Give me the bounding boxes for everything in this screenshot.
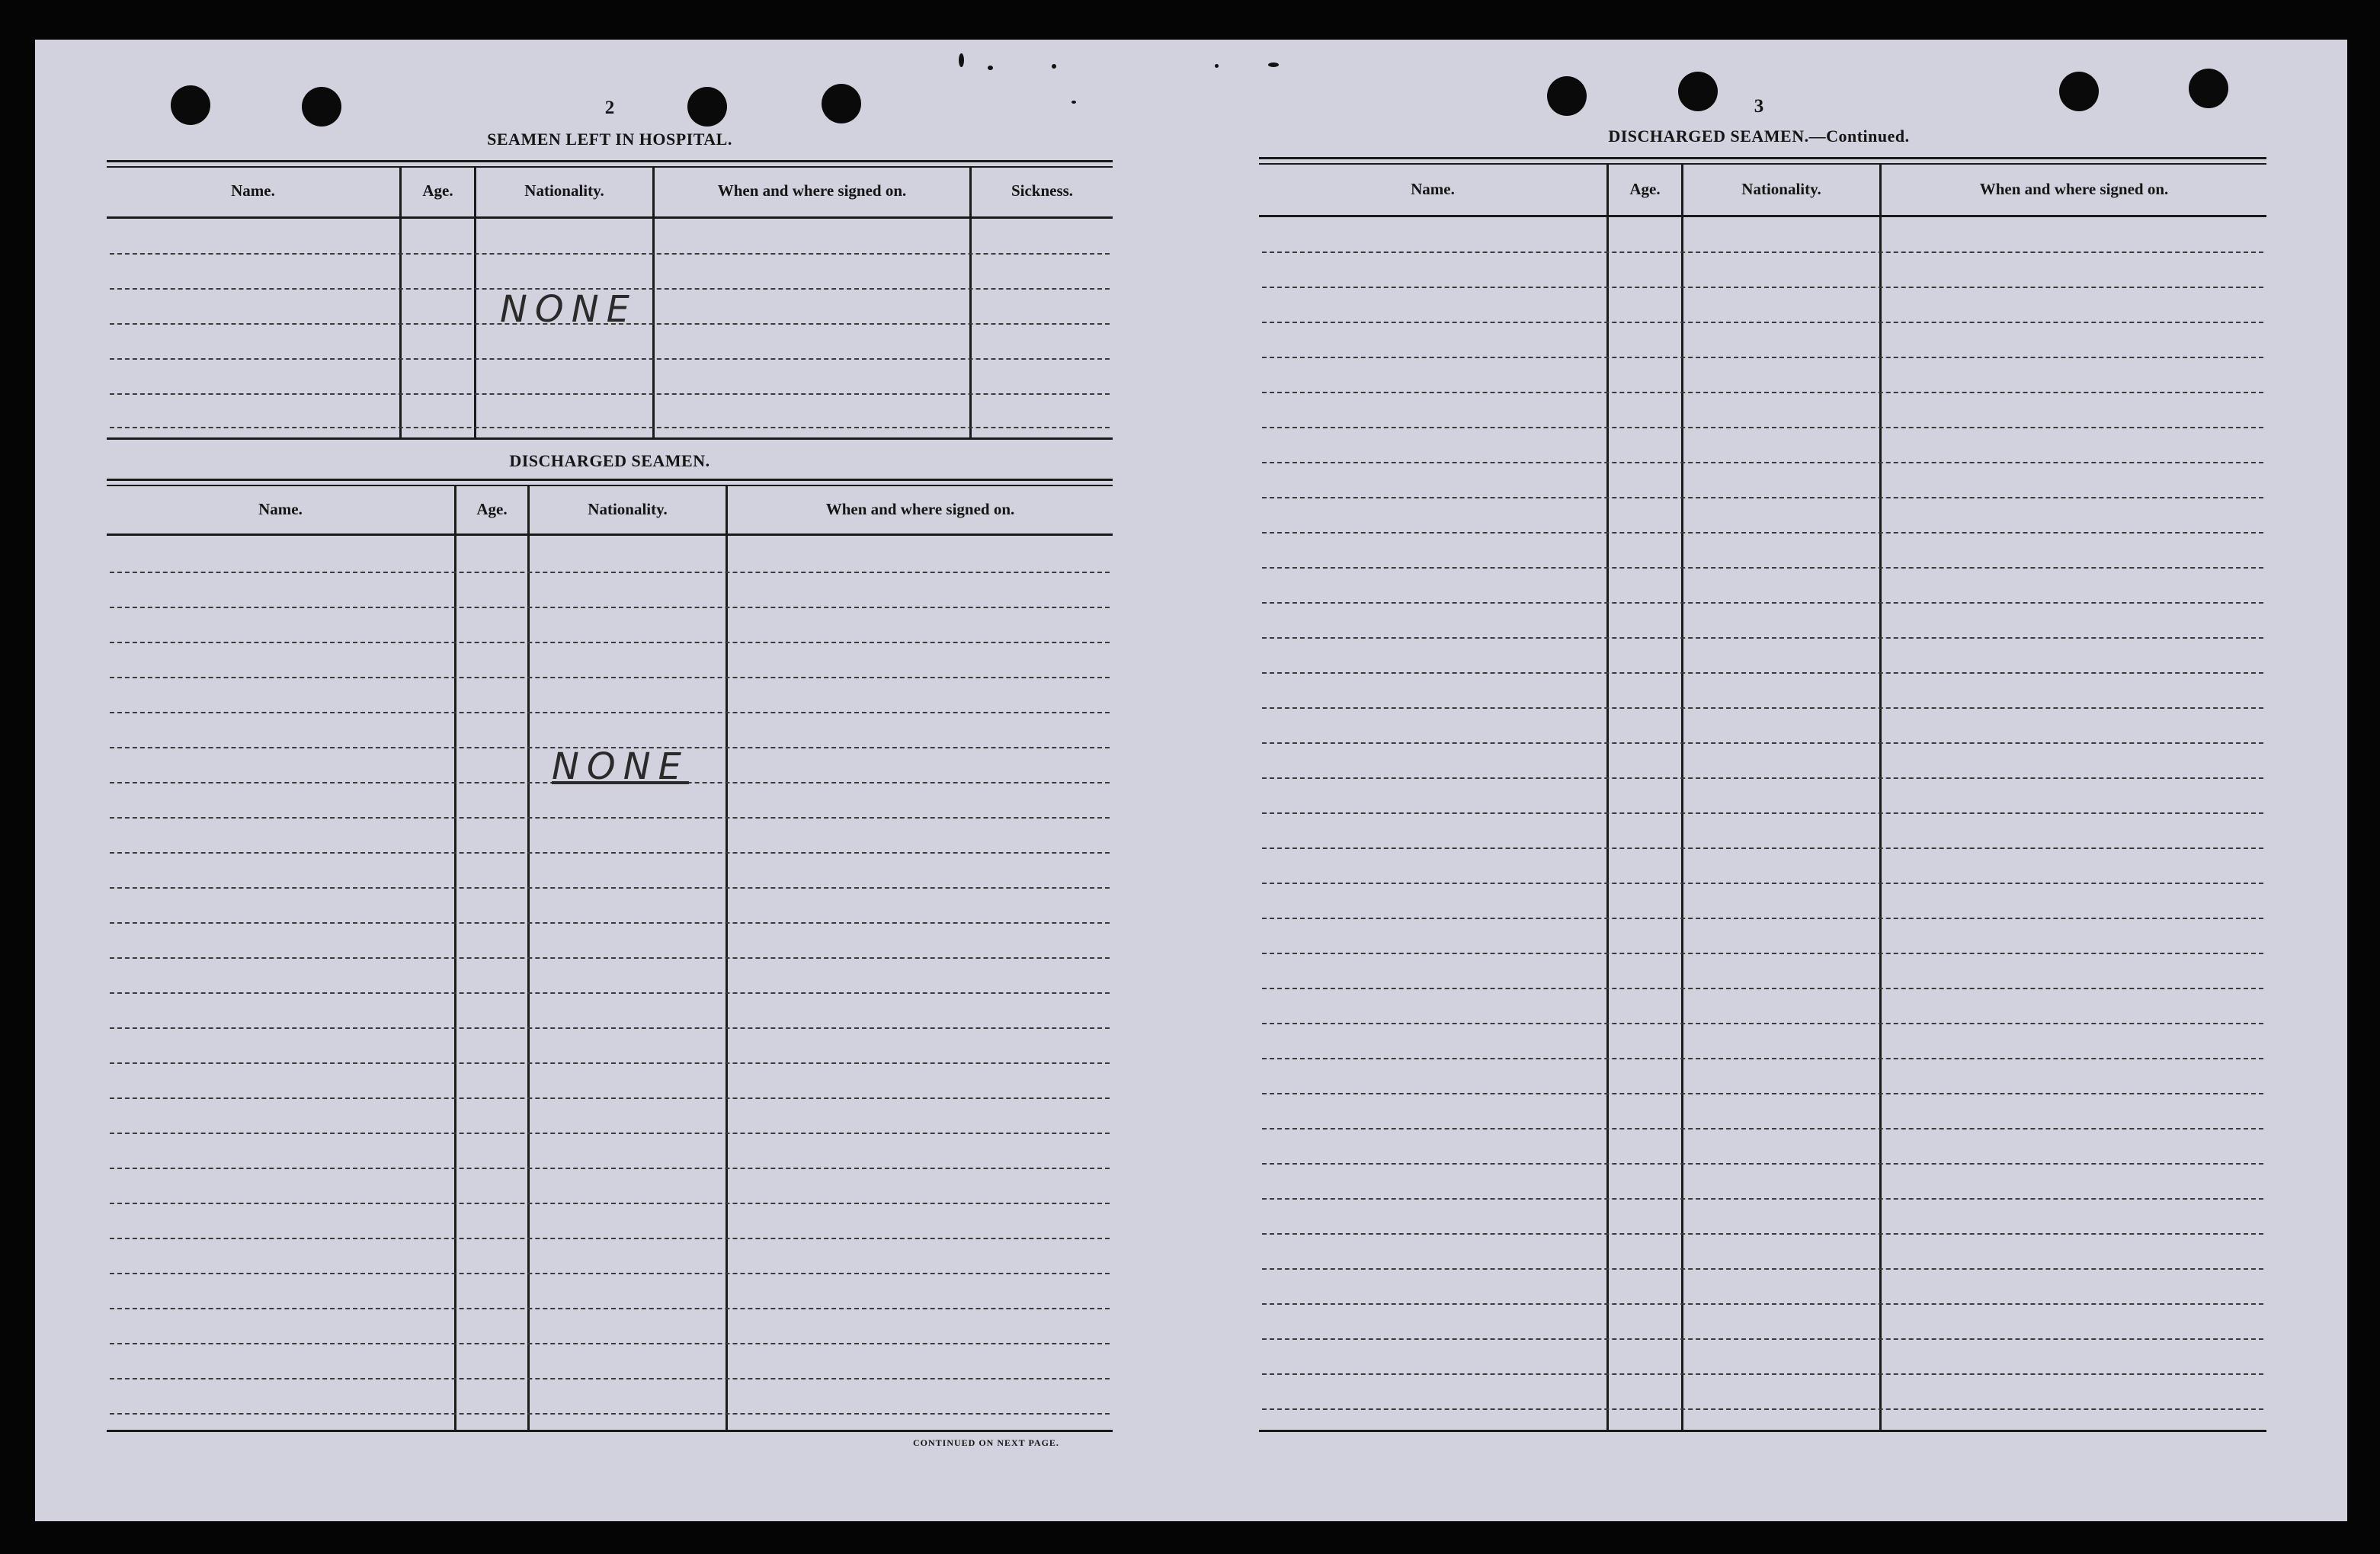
column-header-age: Age. (1629, 180, 1661, 198)
column-header-nationality: Nationality. (524, 181, 604, 200)
column-header-age: Age. (476, 500, 508, 518)
column-header-nationality: Nationality. (1741, 180, 1821, 198)
ink-speck (959, 53, 964, 67)
discharged-section-title: DISCHARGED SEAMEN. (509, 451, 710, 470)
column-header-nationality: Nationality. (588, 500, 668, 518)
discharged-continued-title: DISCHARGED SEAMEN.—Continued. (1608, 127, 1910, 146)
punch-hole (1547, 76, 1587, 116)
column-header-sickness: Sickness. (1011, 181, 1074, 200)
column-header-signed-on: When and where signed on. (1979, 180, 2169, 198)
punch-hole (2189, 69, 2228, 108)
column-header-name: Name. (258, 500, 303, 518)
handwritten-none-discharged: NONE (552, 745, 689, 788)
document-sheet (35, 40, 2347, 1521)
handwritten-none-hospital: NONE (500, 288, 637, 331)
column-header-name: Name. (231, 181, 275, 200)
page-number-right: 3 (1754, 96, 1764, 117)
punch-hole (1678, 72, 1718, 111)
ink-speck (1052, 64, 1056, 69)
column-header-signed-on: When and where signed on. (717, 181, 907, 200)
column-header-signed-on: When and where signed on. (825, 500, 1015, 518)
punch-hole (2059, 72, 2099, 111)
punch-hole (171, 85, 210, 125)
ink-speck (1215, 64, 1219, 68)
page-number-left: 2 (604, 98, 615, 118)
column-header-age: Age. (422, 181, 453, 200)
hospital-section-title: SEAMEN LEFT IN HOSPITAL. (487, 130, 732, 149)
column-header-name: Name. (1411, 180, 1455, 198)
ink-speck (988, 66, 993, 70)
ink-speck (1071, 101, 1076, 104)
punch-hole (687, 87, 727, 127)
punch-hole (822, 84, 861, 123)
continued-note: CONTINUED ON NEXT PAGE. (913, 1437, 1059, 1448)
ink-speck (1268, 62, 1279, 67)
punch-hole (302, 87, 341, 127)
